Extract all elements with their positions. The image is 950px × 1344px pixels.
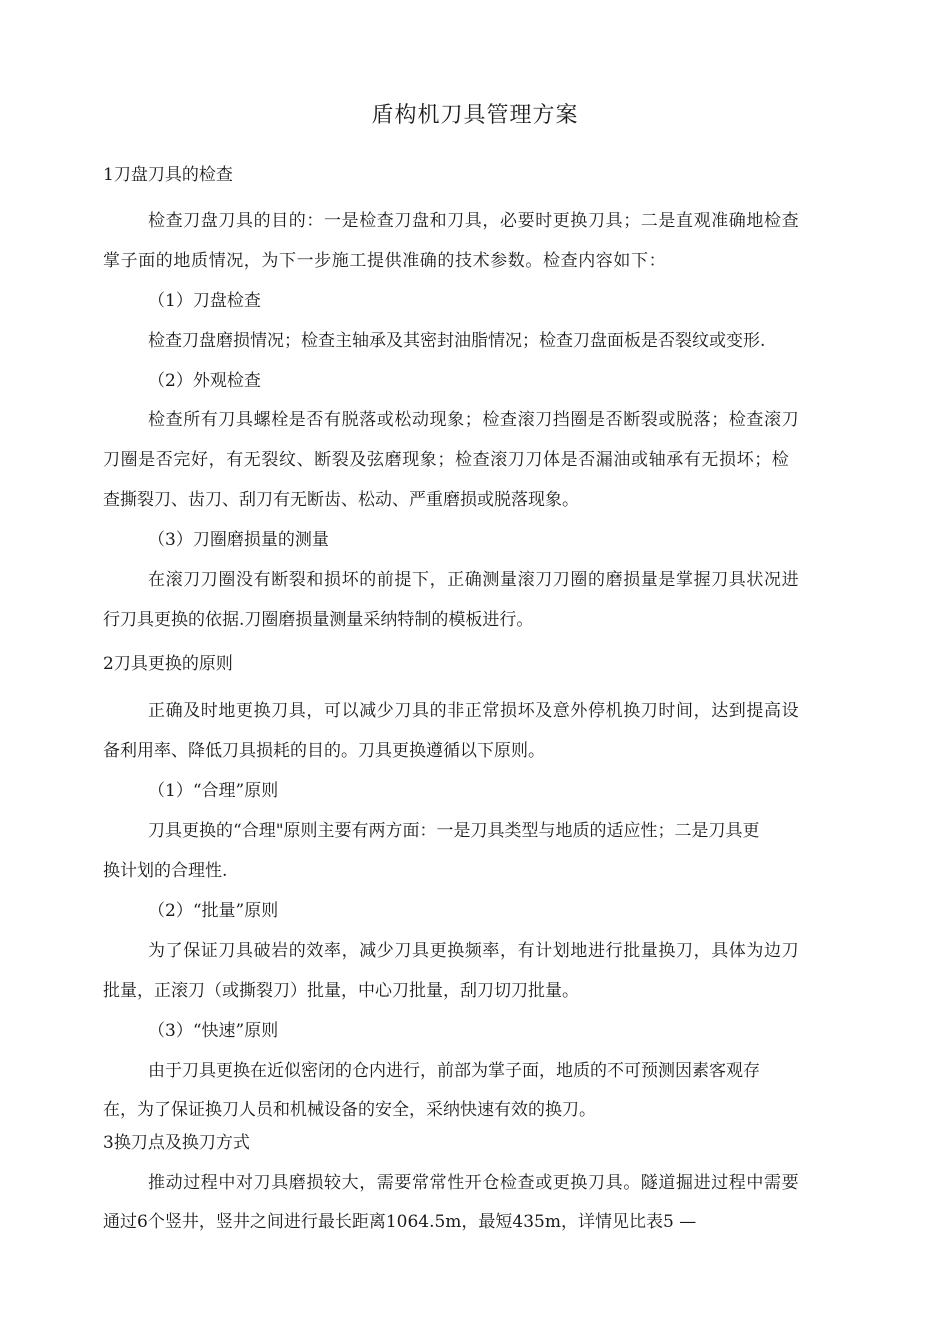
paragraph-line: 刀圈是否完好，有无裂纹、断裂及弦磨现象；检查滚刀刀体是否漏油或轴承有无损坏；检 (103, 450, 790, 470)
paragraph-line: 推动过程中对刀具磨损较大，需要常常性开仓检查或更换刀具。隧道掘进过程中需要 (148, 1173, 800, 1193)
paragraph-line: 检查刀盘刀具的目的：一是检查刀盘和刀具，必要时更换刀具；二是直观准确地检查 (148, 211, 800, 231)
paragraph-line: 在滚刀刀圈没有断裂和损坏的前提下，正确测量滚刀刀圈的磨损量是掌握刀具状况进 (148, 570, 800, 590)
paragraph-line: 检查所有刀具螺栓是否有脱落或松动现象；检查滚刀挡圈是否断裂或脱落；检查滚刀 (148, 410, 800, 430)
paragraph-line: 由于刀具更换在近似密闭的仓内进行，前部为掌子面，地质的不可预测因素客观存 (148, 1061, 760, 1081)
document-title: 盾构机刀具管理方案 (371, 103, 579, 128)
paragraph-line: 查撕裂刀、齿刀、刮刀有无断齿、松动、严重磨损或脱落现象。 (103, 490, 579, 510)
subsection-label: （3）刀圈磨损量的测量 (148, 530, 329, 550)
subsection-label: （2）“批量”原则 (148, 901, 279, 921)
paragraph-line: 换计划的合理性. (103, 861, 228, 881)
subsection-label: （2）外观检查 (148, 371, 261, 391)
subsection-label: （1）“合理”原则 (148, 781, 279, 801)
paragraph-line: 批量，正滚刀（或撕裂刀）批量，中心刀批量，刮刀切刀批量。 (103, 981, 579, 1001)
paragraph-line: 刀具更换的“合理"原则主要有两方面：一是刀具类型与地质的适应性；二是刀具更 (148, 821, 760, 841)
paragraph-line: 在，为了保证换刀人员和机械设备的安全，采纳快速有效的换刀。 (103, 1100, 596, 1120)
subsection-label: （1）刀盘检查 (148, 291, 261, 311)
paragraph-line: 检查刀盘磨损情况；检查主轴承及其密封油脂情况；检查刀盘面板是否裂纹或变形. (148, 331, 766, 351)
paragraph-line: 为了保证刀具破岩的效率，减少刀具更换频率，有计划地进行批量换刀，具体为边刀 (148, 941, 800, 961)
paragraph-line: 行刀具更换的依据.刀圈磨损量测量采纳特制的模板进行。 (103, 610, 534, 630)
section-2-heading: 2刀具更换的原则 (103, 654, 233, 674)
section-1-heading: 1刀盘刀具的检查 (103, 165, 233, 185)
paragraph-line: 掌子面的地质情况，为下一步施工提供准确的技术参数。检查内容如下： (103, 251, 667, 271)
paragraph-line: 备利用率、降低刀具损耗的目的。刀具更换遵循以下原则。 (103, 741, 545, 761)
paragraph-line: 通过6个竖井，竖井之间进行最长距离1064.5m，最短435m，详情见比表5 — (103, 1212, 697, 1232)
paragraph-line: 正确及时地更换刀具，可以减少刀具的非正常损坏及意外停机换刀时间，达到提高设 (148, 701, 800, 721)
subsection-label: （3）“快速”原则 (148, 1021, 279, 1041)
section-3-heading: 3换刀点及换刀方式 (103, 1133, 250, 1153)
